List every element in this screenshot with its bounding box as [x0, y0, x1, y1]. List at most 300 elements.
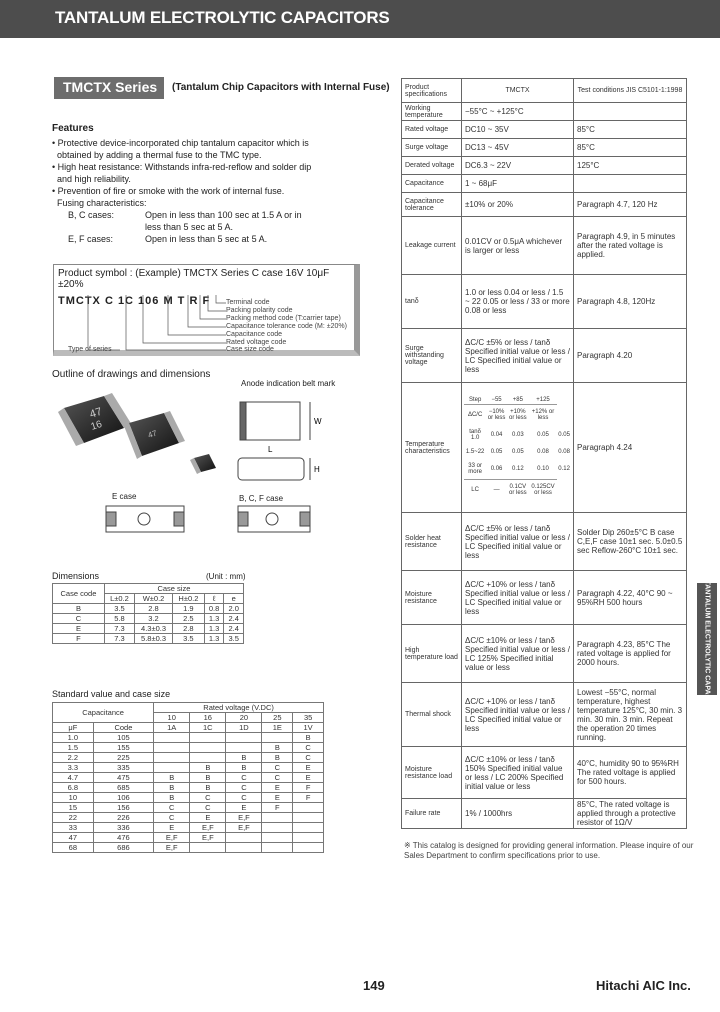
- side-tab: [697, 580, 717, 721]
- table-row: [53, 833, 324, 843]
- table-row: [53, 793, 324, 803]
- temp-cell: 0.12: [511, 465, 524, 472]
- std-cell: 47: [53, 833, 94, 843]
- spec-cell: ΔC/C +10% or less / tanδ Specified initial value or less / LC Specified initial value or less: [462, 571, 574, 625]
- spec-cell: Surge voltage: [402, 139, 462, 157]
- std-cell: B: [226, 753, 262, 763]
- product-code: TMCTX C 1C 106 M T R F: [58, 295, 211, 307]
- anode-belt: [240, 402, 246, 440]
- std-vcode: 1A: [154, 723, 190, 733]
- dim-cell: 2.8: [173, 624, 205, 634]
- std-cell: 4.7: [53, 773, 94, 783]
- spec-cell: Paragraph 4.9, in 5 minutes after the rated voltage is applied.: [574, 217, 687, 275]
- spec-cell: Surge withstanding voltage: [402, 329, 462, 383]
- std-cell: 476: [93, 833, 153, 843]
- std-cell: E: [190, 813, 226, 823]
- std-cell: B: [293, 733, 324, 743]
- dim-cell: F: [53, 634, 105, 644]
- chip-medium: [124, 411, 185, 459]
- std-cell: 22: [53, 813, 94, 823]
- std-cell: B: [262, 743, 293, 753]
- spec-row: [402, 799, 687, 829]
- std-head-cap: Capacitance: [53, 703, 154, 723]
- temp-cell: 0.05: [490, 448, 503, 455]
- std-cell: 6.8: [53, 783, 94, 793]
- std-cell: E,F: [154, 833, 190, 843]
- dim-cell: 2.8: [135, 604, 173, 614]
- spec-cell: ΔC/C ±5% or less / tanδ Specified initial value or less / LC Specified initial value or less: [462, 329, 574, 383]
- code-label: Capacitance tolerance code (M: ±20%): [226, 323, 347, 330]
- spec-cell: 1.0 or less 0.04 or less / 1.5 ~ 22 0.05 or less / 33 or more 0.08 or less: [462, 275, 574, 329]
- spec-head: TMCTX: [462, 79, 574, 103]
- table-row: [53, 823, 324, 833]
- standard-title: Standard value and case size: [52, 689, 171, 699]
- table-row: [53, 753, 324, 763]
- std-head-code: Code: [93, 723, 153, 733]
- std-volt: 20: [226, 713, 262, 723]
- code-label: Rated voltage code: [226, 339, 287, 346]
- table-row: [53, 743, 324, 753]
- std-cell: C: [262, 773, 293, 783]
- dim-cell: 2.0: [224, 604, 244, 614]
- dim-cell: 2.5: [173, 614, 205, 624]
- spec-cell: ΔC/C ±10% or less / tanδ 150% Specified initial value or less / LC 200% Specified initial value or less: [462, 747, 574, 799]
- spec-head: Product specifications: [402, 79, 462, 103]
- dim-cell: 7.3: [104, 634, 134, 644]
- table-row: [53, 773, 324, 783]
- dimension-drawing: [228, 390, 358, 490]
- std-cell: [262, 813, 293, 823]
- std-cell: C: [226, 793, 262, 803]
- std-vcode: 1E: [262, 723, 293, 733]
- spec-cell: [574, 175, 687, 193]
- feature-line: • High heat resistance: Withstands infra-red-reflow and solder dip: [52, 162, 312, 172]
- std-cell: [190, 743, 226, 753]
- fusing-text: Open in less than 5 sec at 5 A.: [145, 234, 268, 244]
- spec-cell: Paragraph 4.7, 120 Hz: [574, 193, 687, 217]
- svg-text:16: 16: [89, 418, 104, 433]
- std-cell: B: [190, 783, 226, 793]
- spec-cell: Derated voltage: [402, 157, 462, 175]
- feature-line: and high reliability.: [52, 174, 131, 184]
- company-name: Hitachi AIC Inc.: [596, 978, 691, 993]
- svg-text:47: 47: [146, 428, 159, 440]
- table-row: [53, 624, 244, 634]
- spec-row: [402, 103, 687, 121]
- dimensions-title: Dimensions: [52, 571, 100, 581]
- temp-cell: 0.04: [490, 431, 503, 438]
- l-label: L: [268, 445, 273, 454]
- temp-cell: 1.5~22: [465, 448, 485, 455]
- std-cell: E,F: [190, 833, 226, 843]
- std-cell: 335: [93, 763, 153, 773]
- code-label: Terminal code: [226, 299, 270, 306]
- side-tab-text: TANTALUM ELECTROLYTIC CAPACITORS: [703, 580, 711, 721]
- std-cell: [293, 843, 324, 853]
- spec-cell: Leakage current: [402, 217, 462, 275]
- top-view: [240, 402, 300, 440]
- std-cell: 155: [93, 743, 153, 753]
- std-cell: 225: [93, 753, 153, 763]
- std-cell: 3.3: [53, 763, 94, 773]
- std-cell: C: [293, 743, 324, 753]
- page-number: 149: [363, 978, 385, 993]
- product-symbol-box: [53, 264, 360, 356]
- temp-cell: 33 or more: [468, 462, 482, 475]
- fusing-text: less than 5 sec at 5 A.: [145, 222, 234, 232]
- temp-cell: ΔC/C: [467, 411, 483, 418]
- spec-row: [402, 747, 687, 799]
- dim-cell: 3.2: [135, 614, 173, 624]
- spec-row: [402, 275, 687, 329]
- std-cell: E: [226, 803, 262, 813]
- std-cell: C: [154, 813, 190, 823]
- spec-row: [402, 329, 687, 383]
- temp-lc: —: [486, 479, 507, 500]
- dim-col-head: L±0.2: [104, 594, 134, 604]
- spec-row: [402, 625, 687, 683]
- std-cell: B: [226, 763, 262, 773]
- std-cell: [262, 823, 293, 833]
- std-cell: [262, 733, 293, 743]
- temp-cell: 0.05: [558, 431, 570, 438]
- std-cell: [226, 833, 262, 843]
- std-cell: [226, 733, 262, 743]
- std-cell: E,F: [226, 823, 262, 833]
- dim-col-head: H±0.2: [173, 594, 205, 604]
- dimensions-unit: (Unit : mm): [206, 572, 246, 581]
- anode-label: Anode indication belt mark: [241, 379, 336, 388]
- spec-cell: Paragraph 4.20: [574, 329, 687, 383]
- disclaimer-note: ※ This catalog is designed for providing general information. Please inquire of our Sales Department to confirm specifications prior to use.: [404, 841, 694, 860]
- spec-cell: Capacitance tolerance: [402, 193, 462, 217]
- std-cell: [190, 753, 226, 763]
- temp-lc: 0.1CV or less: [507, 479, 529, 500]
- spec-cell: ΔC/C ±5% or less / tanδ Specified initial value or less / LC Specified initial value or less: [462, 513, 574, 571]
- table-row: [53, 604, 244, 614]
- std-cell: [154, 743, 190, 753]
- std-cell: 685: [93, 783, 153, 793]
- spec-cell: Moisture resistance: [402, 571, 462, 625]
- std-cell: [190, 733, 226, 743]
- temperature-subtable: [464, 396, 571, 500]
- std-cell: 475: [93, 773, 153, 783]
- std-cell: C: [190, 803, 226, 813]
- dim-cell: 2.4: [224, 614, 244, 624]
- std-cell: 336: [93, 823, 153, 833]
- spec-cell: 85°C: [574, 121, 687, 139]
- spec-cell: Paragraph 4.24: [574, 383, 687, 513]
- dim-cell: 5.8±0.3: [135, 634, 173, 644]
- spec-cell: ΔC/C +10% or less / tanδ Specified initial value or less / LC Specified initial value or less: [462, 683, 574, 747]
- std-cell: B: [154, 793, 190, 803]
- code-label: Type of series: [68, 346, 112, 353]
- std-cell: B: [190, 763, 226, 773]
- case-bottom-drawings: [92, 502, 412, 562]
- spec-cell: 125°C: [574, 157, 687, 175]
- spec-cell: ΔC/C ±10% or less / tanδ Specified initial value or less / LC 125% Specified initial value or less: [462, 625, 574, 683]
- spec-cell: 85°C, The rated voltage is applied through a protective resistor of 1Ω/V: [574, 799, 687, 829]
- code-label: Packing polarity code: [226, 307, 293, 314]
- std-cell: [154, 753, 190, 763]
- dim-col-head: W±0.2: [135, 594, 173, 604]
- temp-cell: tanδ 1.0: [469, 428, 481, 441]
- dim-cell: 4.3±0.3: [135, 624, 173, 634]
- temp-lc: LC: [464, 479, 486, 500]
- temp-head: Step: [464, 396, 486, 405]
- spec-cell: Paragraph 4.8, 120Hz: [574, 275, 687, 329]
- temp-cell: 0.12: [558, 465, 570, 472]
- dim-cell: 3.5: [104, 604, 134, 614]
- spec-row: [402, 121, 687, 139]
- feature-line: obtained by adding a thermal fuse to the TMC type.: [52, 150, 262, 160]
- features-block: [52, 123, 352, 245]
- spec-cell: Temperature characteristics: [402, 383, 462, 513]
- spec-cell: High temperature load: [402, 625, 462, 683]
- spec-cell: Capacitance: [402, 175, 462, 193]
- table-row: [53, 803, 324, 813]
- spec-cell: ±10% or 20%: [462, 193, 574, 217]
- dim-cell: 1.3: [204, 614, 224, 624]
- spec-cell: Working temperature: [402, 103, 462, 121]
- spec-row: [402, 571, 687, 625]
- std-cell: E: [293, 763, 324, 773]
- dim-cell: 7.3: [104, 624, 134, 634]
- spec-cell: Paragraph 4.23, 85°C The rated voltage is applied for 2000 hours.: [574, 625, 687, 683]
- table-row: [53, 614, 244, 624]
- h-label: H: [314, 465, 320, 474]
- temp-cell: 0.05: [511, 448, 524, 455]
- spec-row: [402, 157, 687, 175]
- std-cell: 106: [93, 793, 153, 803]
- spec-cell: Thermal shock: [402, 683, 462, 747]
- std-cell: E: [293, 773, 324, 783]
- std-cell: C: [226, 773, 262, 783]
- std-cell: B: [154, 773, 190, 783]
- std-cell: 68: [53, 843, 94, 853]
- chip-small: [190, 454, 216, 474]
- spec-cell: Lowest −55°C, normal temperature, highest temperature 125°C, 30 min. 3 min. 30 min. 3 min. Repeat the operation 20 times running.: [574, 683, 687, 747]
- std-volt: 10: [154, 713, 190, 723]
- dim-cell: 1.9: [173, 604, 205, 614]
- std-cell: B: [190, 773, 226, 783]
- std-vcode: 1C: [190, 723, 226, 733]
- spec-cell: tanδ: [402, 275, 462, 329]
- std-cell: B: [154, 783, 190, 793]
- spec-row: [402, 683, 687, 747]
- spec-cell: DC6.3 ~ 22V: [462, 157, 574, 175]
- code-label: Capacitance code: [226, 331, 283, 338]
- dim-cell: 1.3: [204, 624, 224, 634]
- spec-cell: 40°C, humidity 90 to 95%RH The rated voltage is applied for 500 hours.: [574, 747, 687, 799]
- spec-table: [401, 78, 687, 829]
- spec-cell: Solder Dip 260±5°C B case C,E,F case 10±1 sec. 5.0±0.5 sec Reflow-260°C 10±1 sec.: [574, 513, 687, 571]
- std-cell: [226, 743, 262, 753]
- standard-table: [52, 702, 324, 853]
- temp-cell: +12% or less: [531, 408, 555, 421]
- std-cell: C: [154, 803, 190, 813]
- std-cell: C: [262, 763, 293, 773]
- table-row: [53, 634, 244, 644]
- temp-cell: 0.06: [490, 465, 503, 472]
- std-cell: F: [293, 783, 324, 793]
- spec-cell: [574, 103, 687, 121]
- std-cell: F: [262, 803, 293, 813]
- spec-row: [402, 513, 687, 571]
- std-cell: E: [262, 783, 293, 793]
- dim-cell: B: [53, 604, 105, 614]
- std-cell: 2.2: [53, 753, 94, 763]
- spec-cell: −55°C ~ +125°C: [462, 103, 574, 121]
- temp-cell: +10% or less: [508, 408, 527, 421]
- spec-cell: 1% / 1000hrs: [462, 799, 574, 829]
- std-cell: [262, 843, 293, 853]
- temp-cell: 0.08: [537, 448, 549, 455]
- temp-cell: −10% or less: [487, 408, 506, 421]
- std-cell: E,F: [154, 843, 190, 853]
- std-cell: [293, 823, 324, 833]
- fusing-text: Open in less than 100 sec at 1.5 A or in: [145, 210, 302, 220]
- table-row: [53, 843, 324, 853]
- page-header: [0, 0, 720, 38]
- std-cell: C: [190, 793, 226, 803]
- spec-row: [402, 175, 687, 193]
- temp-head: +85: [507, 396, 529, 405]
- dim-col-head: ℓ: [204, 594, 224, 604]
- dim-head-code: Case code: [53, 584, 105, 604]
- spec-cell: Solder heat resistance: [402, 513, 462, 571]
- spec-cell: 1 ~ 68μF: [462, 175, 574, 193]
- e-case-label: E case: [112, 492, 137, 501]
- temp-lc: 0.125CV or less: [529, 479, 558, 500]
- spec-row: [402, 217, 687, 275]
- std-volt: 35: [293, 713, 324, 723]
- table-row: [53, 733, 324, 743]
- std-cell: [190, 843, 226, 853]
- std-cell: [154, 733, 190, 743]
- table-row: [53, 813, 324, 823]
- dim-head-size: Case size: [104, 584, 243, 594]
- std-cell: 156: [93, 803, 153, 813]
- temp-cell: 0.03: [511, 431, 524, 438]
- spec-head: Test conditions JIS C5101-1:1998: [574, 79, 687, 103]
- code-label: Case size code: [226, 346, 274, 353]
- spec-cell: Rated voltage: [402, 121, 462, 139]
- spec-cell: Failure rate: [402, 799, 462, 829]
- std-cell: C: [226, 783, 262, 793]
- dim-cell: C: [53, 614, 105, 624]
- std-cell: [226, 843, 262, 853]
- temp-cell: 0.05: [537, 431, 549, 438]
- temp-head: +125: [529, 396, 558, 405]
- std-head-rv: Rated voltage (V.DC): [154, 703, 324, 713]
- w-label: W: [314, 417, 322, 426]
- std-cell: [154, 763, 190, 773]
- std-vcode: 1V: [293, 723, 324, 733]
- spec-cell: [462, 383, 574, 513]
- spec-cell: 0.01CV or 0.5μA whichever is larger or less: [462, 217, 574, 275]
- dim-cell: E: [53, 624, 105, 634]
- std-cell: 1.5: [53, 743, 94, 753]
- fusing-case: E, F cases:: [68, 234, 114, 244]
- spec-cell: 85°C: [574, 139, 687, 157]
- std-vcode: 1D: [226, 723, 262, 733]
- std-cell: E,F: [226, 813, 262, 823]
- std-volt: 16: [190, 713, 226, 723]
- std-cell: F: [293, 793, 324, 803]
- dim-cell: 0.8: [204, 604, 224, 614]
- temp-cell: 0.08: [558, 448, 570, 455]
- std-cell: E,F: [190, 823, 226, 833]
- std-cell: [293, 803, 324, 813]
- code-label: Packing method code (T:carrier tape): [226, 315, 341, 322]
- spec-cell: DC13 ~ 45V: [462, 139, 574, 157]
- header-title: TANTALUM ELECTROLYTIC CAPACITORS: [55, 8, 390, 27]
- dim-col-head: e: [224, 594, 244, 604]
- dimensions-table: [52, 583, 244, 644]
- spec-cell: Moisture resistance load: [402, 747, 462, 799]
- std-cell: E: [262, 793, 293, 803]
- temp-head: −55: [486, 396, 507, 405]
- code-leader-lines: [58, 295, 358, 355]
- svg-text:47: 47: [88, 405, 104, 421]
- spec-row: [402, 383, 687, 513]
- series-badge: TMCTX Series: [54, 77, 164, 99]
- std-volt: 25: [262, 713, 293, 723]
- std-cell: 105: [93, 733, 153, 743]
- std-cell: B: [262, 753, 293, 763]
- feature-line: • Protective device-incorporated chip tantalum capacitor which is: [52, 138, 309, 148]
- product-symbol: Product symbol : (Example) TMCTX Series C case 16V 10μF ±20%: [58, 268, 330, 290]
- std-cell: 686: [93, 843, 153, 853]
- feature-line: • Prevention of fire or smoke with the work of internal fuse.: [52, 186, 285, 196]
- dim-cell: 3.5: [224, 634, 244, 644]
- features-title: Features: [52, 123, 94, 134]
- std-cell: [293, 833, 324, 843]
- fusing-case: [52, 221, 145, 233]
- std-cell: [262, 833, 293, 843]
- spec-cell: Paragraph 4.22, 40°C 90 ~ 95%RH 500 hours: [574, 571, 687, 625]
- std-cell: 33: [53, 823, 94, 833]
- std-cell: 226: [93, 813, 153, 823]
- std-cell: 15: [53, 803, 94, 813]
- chip-large: [58, 393, 132, 446]
- table-row: [53, 763, 324, 773]
- std-cell: 1.0: [53, 733, 94, 743]
- fusing-case: B, C cases:: [68, 210, 115, 220]
- outline-title: Outline of drawings and dimensions: [52, 369, 211, 380]
- side-view: [238, 458, 304, 480]
- spec-row: [402, 139, 687, 157]
- dim-cell: 2.4: [224, 624, 244, 634]
- table-row: [53, 783, 324, 793]
- std-cell: C: [293, 753, 324, 763]
- dim-cell: 3.5: [173, 634, 205, 644]
- capacitor-photo: [54, 388, 224, 488]
- spec-row: [402, 193, 687, 217]
- dim-cell: 5.8: [104, 614, 134, 624]
- spec-cell: DC10 ~ 35V: [462, 121, 574, 139]
- std-cell: 10: [53, 793, 94, 803]
- bcf-case-label: B, C, F case: [239, 494, 284, 503]
- std-cell: [293, 813, 324, 823]
- dim-cell: 1.3: [204, 634, 224, 644]
- std-cell: E: [154, 823, 190, 833]
- temp-cell: 0.10: [537, 465, 549, 472]
- std-head-uf: μF: [53, 723, 94, 733]
- series-subtitle: (Tantalum Chip Capacitors with Internal Fuse): [172, 82, 390, 93]
- feature-line: Fusing characteristics:: [52, 198, 147, 208]
